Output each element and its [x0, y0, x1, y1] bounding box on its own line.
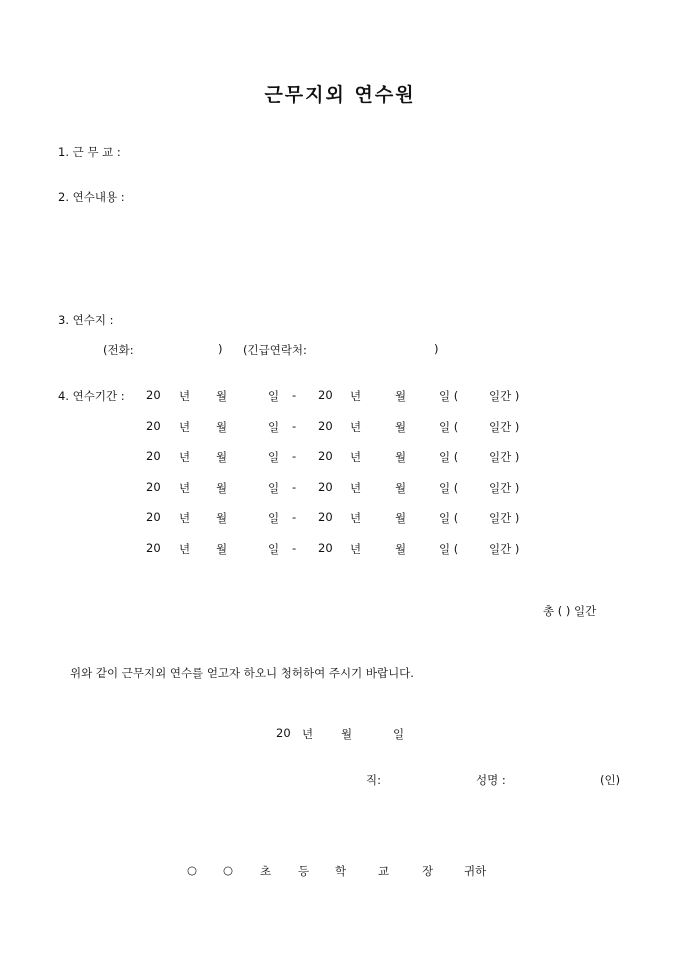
start-month: 월	[216, 542, 228, 556]
start-year-prefix: 20	[146, 418, 161, 433]
start-day: 일	[268, 480, 280, 495]
end-month: 월	[395, 389, 407, 403]
range-dash: -	[292, 418, 297, 433]
start-year: 년	[179, 480, 191, 495]
start-year: 년	[179, 419, 191, 434]
end-month: 월	[395, 511, 407, 526]
phone-close: )	[218, 342, 223, 356]
start-day: 일	[268, 419, 280, 434]
date-year: 년	[302, 727, 314, 741]
duration-days: 일간 )	[489, 450, 520, 465]
period-row	[0, 419, 680, 437]
total-days: 총 ( ) 일간	[543, 604, 597, 618]
end-year-prefix: 20	[318, 449, 333, 464]
request-statement: 위와 같이 근무지외 연수를 얻고자 하오니 청허하여 주시기 바랍니다.	[70, 666, 414, 680]
start-day: 일	[268, 542, 280, 556]
duration-days: 일간 )	[489, 419, 520, 434]
end-day: 일 (	[439, 480, 459, 495]
seal-mark: (인)	[600, 773, 621, 787]
end-month: 월	[395, 542, 407, 556]
end-year: 년	[350, 480, 362, 495]
range-dash: -	[292, 479, 297, 494]
addressee-char: 등	[298, 864, 310, 878]
period-row	[0, 388, 680, 406]
range-dash: -	[292, 541, 297, 555]
item-location-label: 3. 연수지 :	[58, 313, 114, 327]
addressee-char: 교	[378, 864, 390, 878]
period-row	[0, 449, 680, 467]
duration-days: 일간 )	[489, 511, 520, 526]
end-month: 월	[395, 480, 407, 495]
start-month: 월	[216, 419, 228, 434]
duration-days: 일간 )	[489, 389, 520, 403]
end-year: 년	[350, 419, 362, 434]
end-day: 일 (	[439, 419, 459, 434]
date-year-prefix: 20	[276, 726, 291, 740]
start-year: 년	[179, 450, 191, 465]
end-day: 일 (	[439, 389, 459, 403]
end-year-prefix: 20	[318, 418, 333, 433]
start-year-prefix: 20	[146, 449, 161, 464]
start-day: 일	[268, 450, 280, 465]
end-year-prefix: 20	[318, 479, 333, 494]
addressee-char: 장	[422, 864, 434, 878]
end-day: 일 (	[439, 450, 459, 465]
end-month: 월	[395, 450, 407, 465]
range-dash: -	[292, 388, 297, 402]
start-year-prefix: 20	[146, 541, 161, 555]
end-year-prefix: 20	[318, 510, 333, 525]
period-row	[0, 510, 680, 528]
position-label: 직:	[366, 773, 381, 787]
end-year: 년	[350, 511, 362, 526]
start-day: 일	[268, 511, 280, 526]
end-year: 년	[350, 389, 362, 403]
end-day: 일 (	[439, 511, 459, 526]
start-month: 월	[216, 480, 228, 495]
start-year: 년	[179, 542, 191, 556]
addressee-char: ○	[187, 863, 198, 877]
addressee-char: 학	[335, 864, 347, 878]
emergency-contact-close: )	[434, 342, 439, 356]
start-day: 일	[268, 389, 280, 403]
range-dash: -	[292, 510, 297, 525]
start-year-prefix: 20	[146, 388, 161, 402]
start-year: 년	[179, 511, 191, 526]
item-school-label: 1. 근 무 교 :	[58, 145, 121, 159]
emergency-contact-label: (긴급연락처:	[243, 343, 307, 357]
duration-days: 일간 )	[489, 480, 520, 495]
end-year: 년	[350, 542, 362, 556]
addressee-char: 초	[260, 864, 272, 878]
range-dash: -	[292, 449, 297, 464]
item-content-label: 2. 연수내용 :	[58, 190, 125, 204]
start-year-prefix: 20	[146, 510, 161, 525]
start-year: 년	[179, 389, 191, 403]
start-year-prefix: 20	[146, 479, 161, 494]
date-month: 월	[341, 727, 353, 741]
start-month: 월	[216, 511, 228, 526]
start-month: 월	[216, 450, 228, 465]
end-year-prefix: 20	[318, 388, 333, 402]
end-day: 일 (	[439, 542, 459, 556]
item-period-label: 4. 연수기간 :	[58, 389, 125, 403]
date-day: 일	[393, 727, 405, 741]
period-row	[0, 541, 680, 559]
phone-label: (전화:	[103, 343, 134, 357]
end-year-prefix: 20	[318, 541, 333, 555]
addressee-char: 귀하	[464, 864, 487, 878]
name-label: 성명 :	[476, 773, 506, 787]
end-year: 년	[350, 450, 362, 465]
document-title: 근무지외 연수원	[264, 84, 416, 106]
start-month: 월	[216, 389, 228, 403]
addressee-char: ○	[223, 863, 234, 877]
end-month: 월	[395, 419, 407, 434]
period-row	[0, 480, 680, 498]
duration-days: 일간 )	[489, 542, 520, 556]
